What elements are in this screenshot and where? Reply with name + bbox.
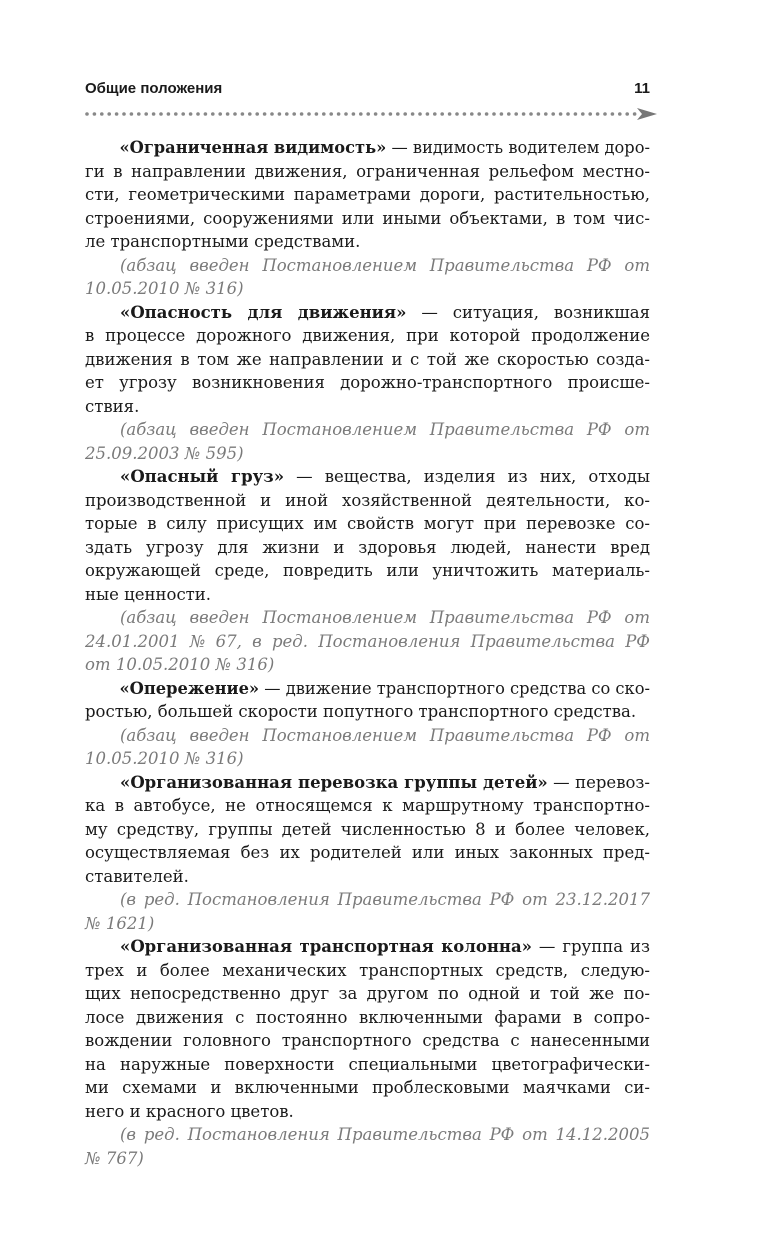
dot	[137, 112, 141, 116]
dot	[611, 112, 615, 116]
text-line: ми схемами и включенными проблесковыми маячками си-	[85, 1078, 650, 1097]
dot	[307, 112, 311, 116]
note-line: 10.05.2010 № 316)	[85, 749, 244, 768]
note-line: 24.01.2001 № 67, в ред. Постановления Правительства РФ	[85, 631, 650, 651]
dot	[411, 112, 415, 116]
dot	[144, 112, 148, 116]
text-line	[85, 771, 650, 795]
text-line: ка в автобусе, не относящемся к маршрутному транспортно-	[85, 796, 650, 815]
text-line: вождении головного транспортного средства с нанесенными	[85, 1031, 650, 1050]
defined-term: «Организованная транспортная колонна»	[120, 937, 532, 956]
defined-term: «Организованная перевозка группы детей»	[120, 772, 548, 792]
text-line: ставителей.	[85, 866, 189, 886]
dot	[263, 112, 267, 116]
dot	[241, 112, 245, 116]
text-line: щих непосредственно друг за другом по одной и той же по-	[85, 984, 650, 1003]
dot	[396, 112, 400, 116]
text-line	[85, 935, 650, 959]
dot	[633, 112, 637, 116]
dot	[618, 112, 622, 116]
definition-text: — перевоз-	[547, 772, 650, 792]
dotted-arrow-divider	[85, 108, 657, 120]
dot	[500, 112, 504, 116]
dot	[426, 112, 430, 116]
dot	[537, 112, 541, 116]
dot	[492, 112, 496, 116]
dot	[529, 112, 533, 116]
dot	[189, 112, 193, 116]
note-line: № 1621)	[85, 913, 155, 933]
dot	[522, 112, 526, 116]
dot	[574, 112, 578, 116]
defined-term: «Опережение»	[119, 678, 260, 698]
text-line: торые в силу присущих им свойств могут при перевозке со-	[85, 514, 650, 533]
dot	[455, 112, 459, 116]
dot	[433, 112, 437, 116]
note-line: (абзац введен Постановлением Правительства РФ от	[120, 420, 650, 439]
dot	[107, 112, 111, 116]
amendment-note	[85, 418, 650, 465]
note-line: (в ред. Постановления Правительства РФ от 23.12.2017	[120, 890, 650, 909]
dot	[588, 112, 592, 116]
dot	[152, 112, 156, 116]
dot	[315, 112, 319, 116]
dot	[100, 112, 104, 116]
dot	[300, 112, 304, 116]
dot	[159, 112, 163, 116]
text-line: движения в том же направлении и с той же скоростью созда-	[85, 349, 650, 369]
dot	[167, 112, 171, 116]
dot	[233, 112, 237, 116]
dot	[551, 112, 555, 116]
dot	[248, 112, 252, 116]
dot	[270, 112, 274, 116]
dot	[204, 112, 208, 116]
definition-entry	[85, 771, 650, 889]
definition-text: — видимость водителем доро-	[386, 138, 650, 157]
dot	[389, 112, 393, 116]
dot	[374, 112, 378, 116]
definition-entry	[85, 301, 650, 419]
text-line	[85, 136, 650, 160]
dot	[603, 112, 607, 116]
definition-text: — ситуация, возникшая	[406, 302, 650, 322]
dot	[448, 112, 452, 116]
defined-term: «Ограниченная видимость»	[119, 138, 387, 157]
dot	[352, 112, 356, 116]
amendment-note	[85, 1123, 650, 1170]
dot	[329, 112, 333, 116]
dot	[337, 112, 341, 116]
text-line: ствия.	[85, 396, 140, 416]
text-line: в процессе дорожного движения, при которой продолжение	[85, 326, 650, 345]
note-line: № 767)	[85, 1148, 144, 1168]
dot	[440, 112, 444, 116]
text-line: здать угрозу для жизни и здоровья людей, нанести вред	[85, 537, 650, 557]
dot	[196, 112, 200, 116]
note-line: 25.09.2003 № 595)	[85, 443, 244, 463]
dot	[381, 112, 385, 116]
amendment-note	[85, 724, 650, 771]
note-line: (абзац введен Постановлением Правительства РФ от	[120, 725, 650, 745]
text-line	[85, 465, 650, 489]
text-line: окружающей среде, повредить или уничтожить материаль-	[85, 561, 650, 580]
text-line: ги в направлении движения, ограниченная рельефом местно-	[85, 161, 650, 181]
definition-text: — вещества, изделия из них, отходы	[284, 467, 650, 486]
dot	[463, 112, 467, 116]
dot	[559, 112, 563, 116]
dot	[322, 112, 326, 116]
note-line: (абзац введен Постановлением Правительства РФ от	[120, 255, 650, 275]
dot	[418, 112, 422, 116]
text-line: ет угрозу возникновения дорожно-транспортного происше-	[85, 373, 650, 392]
dot	[507, 112, 511, 116]
definition-entry	[85, 677, 650, 724]
dot	[122, 112, 126, 116]
text-line: трех и более механических транспортных средств, следую-	[85, 960, 650, 980]
dot	[544, 112, 548, 116]
definition-text: — группа из	[532, 937, 650, 956]
note-line: от 10.05.2010 № 316)	[85, 655, 275, 674]
arrow-icon	[637, 108, 657, 120]
text-line: ле транспортными средствами.	[85, 232, 361, 251]
page-number: 11	[634, 80, 650, 97]
dot	[477, 112, 481, 116]
dot	[566, 112, 570, 116]
dot	[255, 112, 259, 116]
amendment-note	[85, 606, 650, 677]
dot	[366, 112, 370, 116]
amendment-note	[85, 888, 650, 935]
dot	[130, 112, 134, 116]
dot	[218, 112, 222, 116]
dot	[278, 112, 282, 116]
dot	[596, 112, 600, 116]
note-line: (в ред. Постановления Правительства РФ от 14.12.2005	[120, 1125, 650, 1144]
text-line	[85, 301, 650, 325]
dot	[85, 112, 89, 116]
dot	[485, 112, 489, 116]
definition-entry	[85, 136, 650, 254]
text-line	[85, 677, 650, 701]
dot	[581, 112, 585, 116]
dot	[344, 112, 348, 116]
text-line: ные ценности.	[85, 584, 212, 604]
text-line: осуществляемая без их родителей или иных законных пред-	[85, 843, 650, 862]
dot	[470, 112, 474, 116]
text-line: му средству, группы детей численностью 8 и более человек,	[85, 819, 650, 839]
dot	[181, 112, 185, 116]
text-line: производственной и иной хозяйственной деятельности, ко-	[85, 490, 650, 510]
definition-entry	[85, 465, 650, 606]
dot	[93, 112, 97, 116]
definition-entry	[85, 935, 650, 1123]
text-line: ростью, большей скорости попутного транспортного средства.	[85, 702, 637, 721]
document-body	[85, 136, 650, 1170]
running-header	[85, 80, 650, 102]
text-line: на наружные поверхности специальными цветографически-	[85, 1054, 650, 1074]
definition-text: — движение транспортного средства со ско-	[259, 678, 650, 698]
defined-term: «Опасный груз»	[120, 467, 285, 486]
dot	[403, 112, 407, 116]
dot	[292, 112, 296, 116]
dot	[226, 112, 230, 116]
dot	[514, 112, 518, 116]
text-line: строениями, сооружениями или иными объектами, в том чис-	[85, 208, 650, 228]
dot	[625, 112, 629, 116]
amendment-note	[85, 254, 650, 301]
dot	[359, 112, 363, 116]
dot	[115, 112, 119, 116]
text-line: лосе движения с постоянно включенными фарами в сопро-	[85, 1007, 650, 1027]
text-line: него и красного цветов.	[85, 1101, 294, 1121]
defined-term: «Опасность для движения»	[120, 302, 407, 322]
section-title: Общие положения	[85, 80, 223, 97]
note-line: (абзац введен Постановлением Правительства РФ от	[120, 608, 650, 627]
dot	[211, 112, 215, 116]
text-line: сти, геометрическими параметрами дороги, растительностью,	[85, 185, 650, 204]
dot	[285, 112, 289, 116]
note-line: 10.05.2010 № 316)	[85, 279, 244, 298]
dot	[174, 112, 178, 116]
